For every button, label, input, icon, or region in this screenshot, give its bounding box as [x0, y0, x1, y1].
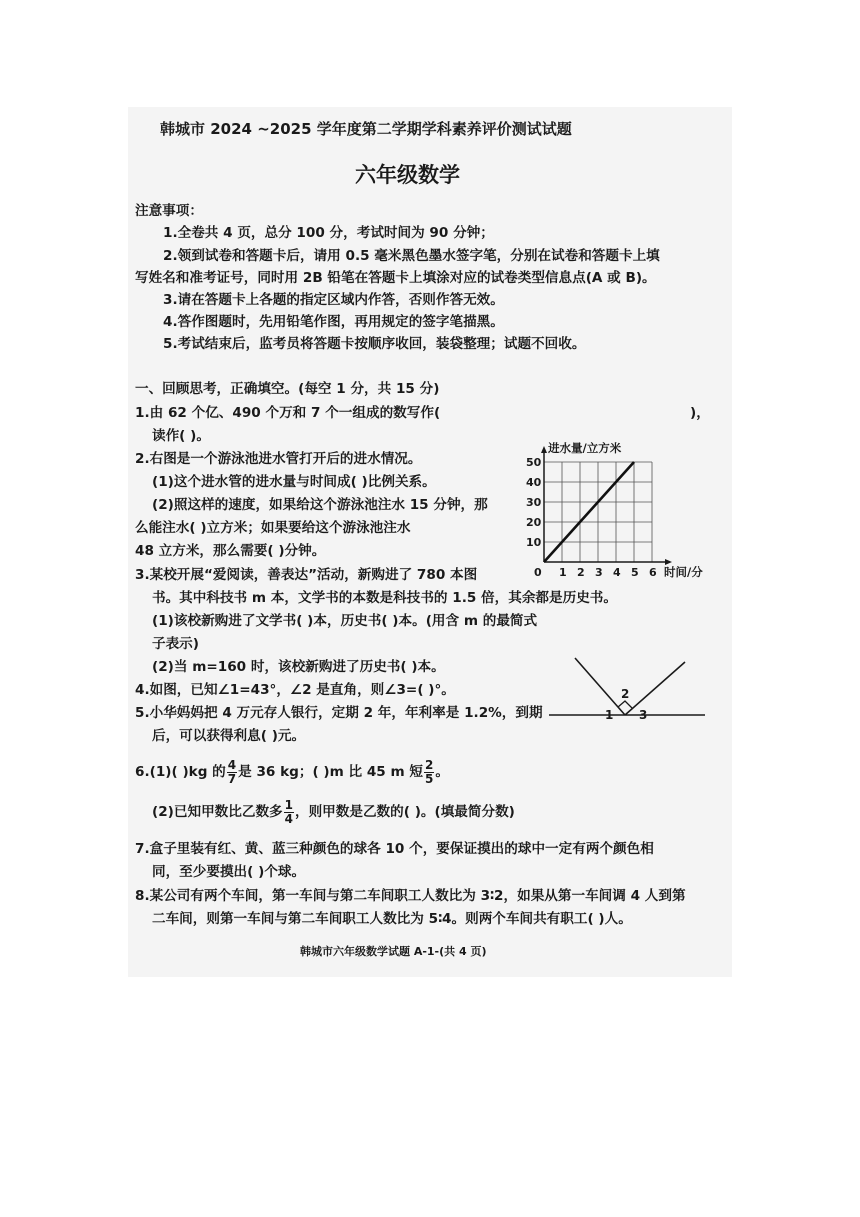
q6-text-b: 是 36 kg；( )m 比 45 m 短: [238, 764, 423, 780]
x-tick-label: 5: [631, 566, 639, 579]
angle-label-2: 2: [621, 687, 630, 701]
notice-heading: 注意事项：: [135, 203, 203, 219]
y-axis-label: 进水量/立方米: [548, 441, 622, 455]
page-footer: 韩城市六年级数学试题 A-1-(共 4 页): [300, 945, 487, 958]
y-axis-arrow: [541, 446, 547, 453]
section-heading: 一、回顾思考，正确填空。(每空 1 分，共 15 分): [135, 381, 440, 397]
question-3-part-2: (2)当 m=160 时，该校新购进了历史书( )本。: [152, 659, 445, 675]
x-axis-label: 时间/分: [664, 565, 703, 579]
right-ray: [625, 662, 685, 715]
question-7: 7.盒子里装有红、黄、蓝三种颜色的球各 10 个，要保证摸出的球中一定有两个颜色相: [135, 841, 654, 857]
x-tick-label: 3: [595, 566, 603, 579]
q6-2-text-a: (2)已知甲数比乙数多: [152, 804, 283, 820]
y-tick-label: 10: [526, 536, 542, 549]
question-4: 4.如图，已知∠1=43°，∠2 是直角，则∠3=( )°。: [135, 682, 455, 698]
question-2: 2.右图是一个游泳池进水管打开后的进水情况。: [135, 451, 422, 467]
question-2-part-1: (1)这个进水管的进水量与时间成( )比例关系。: [152, 474, 436, 490]
y-tick-label: 30: [526, 496, 542, 509]
question-2-part-2: (2)照这样的速度，如果给这个游泳池注水 15 分钟，那: [152, 497, 488, 513]
q6-text-c: 。: [435, 764, 449, 780]
x-tick-label: 1: [559, 566, 567, 579]
question-6-part-1: [135, 758, 449, 786]
x-tick-label: 6: [649, 566, 657, 579]
exam-subtitle: 六年级数学: [355, 162, 460, 187]
y-tick-label: 20: [526, 516, 542, 529]
question-2-part-2-line-2: 么能注水( )立方米；如果要给这个游泳池注水: [135, 520, 411, 536]
question-5-line-2: 后，可以获得利息( )元。: [152, 728, 306, 744]
y-tick-label: 50: [526, 456, 542, 469]
notice-item-3: 3.请在答题卡上各题的指定区域内作答，否则作答无效。: [163, 292, 504, 308]
notice-item-2: 2.领到试卷和答题卡后，请用 0.5 毫米黑色墨水签字笔，分别在试卷和答题卡上填: [163, 248, 660, 264]
question-1-bracket-end: )，: [690, 405, 710, 421]
notice-item-1: 1.全卷共 4 页，总分 100 分，考试时间为 90 分钟；: [163, 225, 494, 241]
notice-item-5: 5.考试结束后，监考员将答题卡按顺序收回，装袋整理；试题不回收。: [163, 336, 586, 352]
question-3-part-1-line-2: 子表示): [152, 636, 199, 652]
exam-title: 韩城市 2024 ~2025 学年度第二学期学科素养评价测试试题: [160, 120, 572, 138]
fraction-two-fifths: $\frac{2}{5}$: [425, 757, 434, 786]
q6-2-text-b: ，则甲数是乙数的( )。(填最简分数): [295, 804, 515, 820]
angle-figure: [545, 652, 710, 724]
question-1-read: 读作( )。: [152, 428, 210, 444]
inflow-line: [544, 462, 634, 562]
q6-text-a: 6.(1)( )kg 的: [135, 764, 226, 780]
water-inflow-chart: [520, 440, 720, 585]
question-3: 3.某校开展“爱阅读，善表达”活动，新购进了 780 本图: [135, 567, 478, 583]
fraction-one-quarter: $\frac{1}{4}$: [284, 797, 293, 826]
question-8: 8.某公司有两个车间，第一车间与第二车间职工人数比为 3∶2，如果从第一车间调 4 人到第: [135, 888, 686, 904]
right-angle-mark: [618, 701, 632, 708]
question-6-part-2: [152, 798, 515, 826]
question-3-part-1: (1)该校新购进了文学书( )本，历史书( )本。(用含 m 的最简式: [152, 613, 538, 629]
x-tick-label: 0: [534, 566, 542, 579]
left-ray: [575, 658, 625, 715]
question-5: 5.小华妈妈把 4 万元存人银行，定期 2 年，年利率是 1.2%，到期: [135, 705, 543, 721]
question-2-part-2-line-3: 48 立方米，那么需要( )分钟。: [135, 543, 326, 559]
notice-item-4: 4.答作图题时，先用铅笔作图，再用规定的签字笔描黑。: [163, 314, 504, 330]
fraction-four-sevenths: $\frac{4}{7}$: [227, 757, 237, 786]
question-1: 1.由 62 个亿、490 个万和 7 个一组成的数写作(: [135, 405, 441, 421]
y-tick-label: 40: [526, 476, 542, 489]
question-3-line-2: 书。其中科技书 m 本，文学书的本数是科技书的 1.5 倍，其余都是历史书。: [152, 590, 617, 606]
angle-label-1: 1: [605, 708, 614, 722]
question-7-line-2: 同，至少要摸出( )个球。: [152, 864, 306, 880]
angle-label-3: 3: [639, 708, 648, 722]
x-tick-label: 2: [577, 566, 585, 579]
x-tick-label: 4: [613, 566, 621, 579]
notice-item-2-cont: 写姓名和准考证号，同时用 2B 铅笔在答题卡上填涂对应的试卷类型信息点(A 或 B)。: [135, 270, 656, 286]
question-8-line-2: 二车间，则第一车间与第二车间职工人数比为 5∶4。则两个车间共有职工( )人。: [152, 911, 632, 927]
